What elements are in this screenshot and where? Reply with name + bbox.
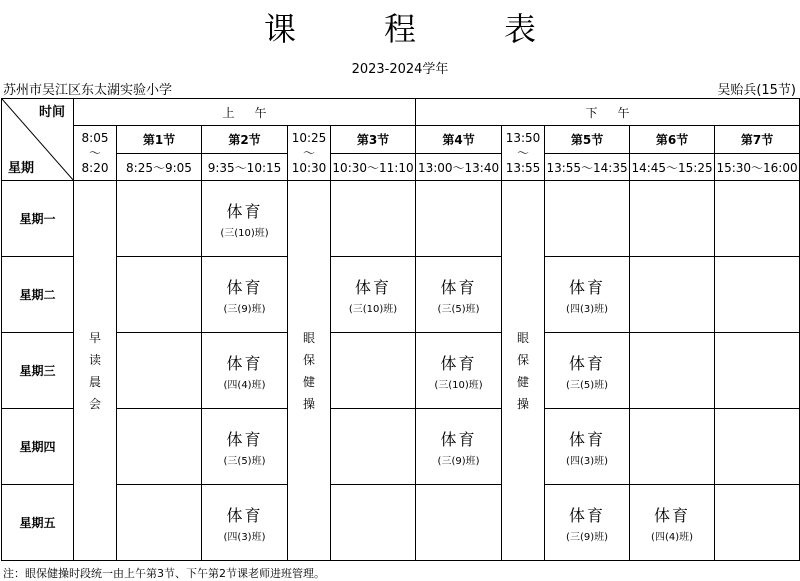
eye-time-pm: 13:50 ～ 13:55 <box>502 126 545 181</box>
period-5-time: 13:55～14:35 <box>545 154 630 181</box>
period-4-time: 13:00～13:40 <box>416 154 502 181</box>
table-row <box>2 181 800 257</box>
lesson-cell <box>117 485 202 561</box>
lesson-cell <box>331 485 416 561</box>
table-row <box>2 257 800 333</box>
table-row <box>2 485 800 561</box>
lesson-cell <box>331 409 416 485</box>
lesson-cell <box>117 181 202 257</box>
lesson-cell <box>715 333 800 409</box>
timetable <box>1 98 800 561</box>
lesson-cell <box>117 409 202 485</box>
period-3-label: 第3节 <box>331 126 416 154</box>
lesson-cell <box>715 409 800 485</box>
lesson-cell: 体育 (三(10)班) <box>202 181 288 257</box>
period-2-label: 第2节 <box>202 126 288 154</box>
lesson-cell <box>715 257 800 333</box>
lesson-cell: 体育 (三(9)班) <box>416 409 502 485</box>
afternoon-header: 下 午 <box>416 99 800 126</box>
corner-time-label: 时间 <box>38 105 65 120</box>
lesson-cell: 体育 (四(4)班) <box>630 485 715 561</box>
lesson-cell <box>715 485 800 561</box>
lesson-cell <box>117 257 202 333</box>
lesson-cell <box>117 333 202 409</box>
lesson-cell: 体育 (三(9)班) <box>202 257 288 333</box>
period-2-time: 9:35～10:15 <box>202 154 288 181</box>
period-7-time: 15:30～16:00 <box>715 154 800 181</box>
day-label: 星期四 <box>2 409 74 485</box>
period-1-label: 第1节 <box>117 126 202 154</box>
lesson-cell <box>416 181 502 257</box>
lesson-cell <box>331 181 416 257</box>
lesson-cell <box>630 257 715 333</box>
corner-day-label: 星期 <box>8 161 35 176</box>
school-name: 苏州市吴江区东太湖实验小学 <box>3 83 173 98</box>
lesson-cell: 体育 (三(5)班) <box>416 257 502 333</box>
lesson-cell: 体育 (四(3)班) <box>545 257 630 333</box>
period-6-label: 第6节 <box>630 126 715 154</box>
day-label: 星期三 <box>2 333 74 409</box>
corner-header <box>2 99 74 181</box>
eye-exercise-am-cell: 眼 保 健 操 <box>288 181 331 561</box>
day-label: 星期五 <box>2 485 74 561</box>
lesson-cell: 体育 (四(3)班) <box>545 409 630 485</box>
lesson-cell <box>715 181 800 257</box>
lesson-cell: 体育 (四(4)班) <box>202 333 288 409</box>
lesson-cell: 体育 (四(3)班) <box>202 485 288 561</box>
morning-header: 上 午 <box>74 99 416 126</box>
school-year: 2023-2024学年 <box>351 62 449 77</box>
period-4-label: 第4节 <box>416 126 502 154</box>
morning-read-cell: 早 读 晨 会 <box>74 181 117 561</box>
lesson-cell <box>331 333 416 409</box>
period-3-time: 10:30～11:10 <box>331 154 416 181</box>
lesson-cell <box>545 181 630 257</box>
day-label: 星期一 <box>2 181 74 257</box>
morning-read-time: 8:05 ～ 8:20 <box>74 126 117 181</box>
period-6-time: 14:45～15:25 <box>630 154 715 181</box>
teacher-name: 吴贻兵(15节) <box>717 83 796 98</box>
page-title: 课 程 表 <box>263 10 537 48</box>
lesson-cell: 体育 (三(5)班) <box>202 409 288 485</box>
period-5-label: 第5节 <box>545 126 630 154</box>
period-7-label: 第7节 <box>715 126 800 154</box>
period-1-time: 8:25～9:05 <box>117 154 202 181</box>
eye-time-am: 10:25 ～ 10:30 <box>288 126 331 181</box>
lesson-cell: 体育 (三(9)班) <box>545 485 630 561</box>
lesson-cell: 体育 (三(5)班) <box>545 333 630 409</box>
lesson-cell <box>630 181 715 257</box>
footnote: 注：眼保健操时段统一由上午第3节、下午第2节课老师进班管理。 <box>3 567 325 580</box>
eye-exercise-pm-cell: 眼 保 健 操 <box>502 181 545 561</box>
lesson-cell: 体育 (三(10)班) <box>331 257 416 333</box>
lesson-cell <box>630 333 715 409</box>
table-row <box>2 333 800 409</box>
table-row <box>2 409 800 485</box>
day-label: 星期二 <box>2 257 74 333</box>
lesson-cell: 体育 (三(10)班) <box>416 333 502 409</box>
lesson-cell <box>416 485 502 561</box>
lesson-cell <box>630 409 715 485</box>
